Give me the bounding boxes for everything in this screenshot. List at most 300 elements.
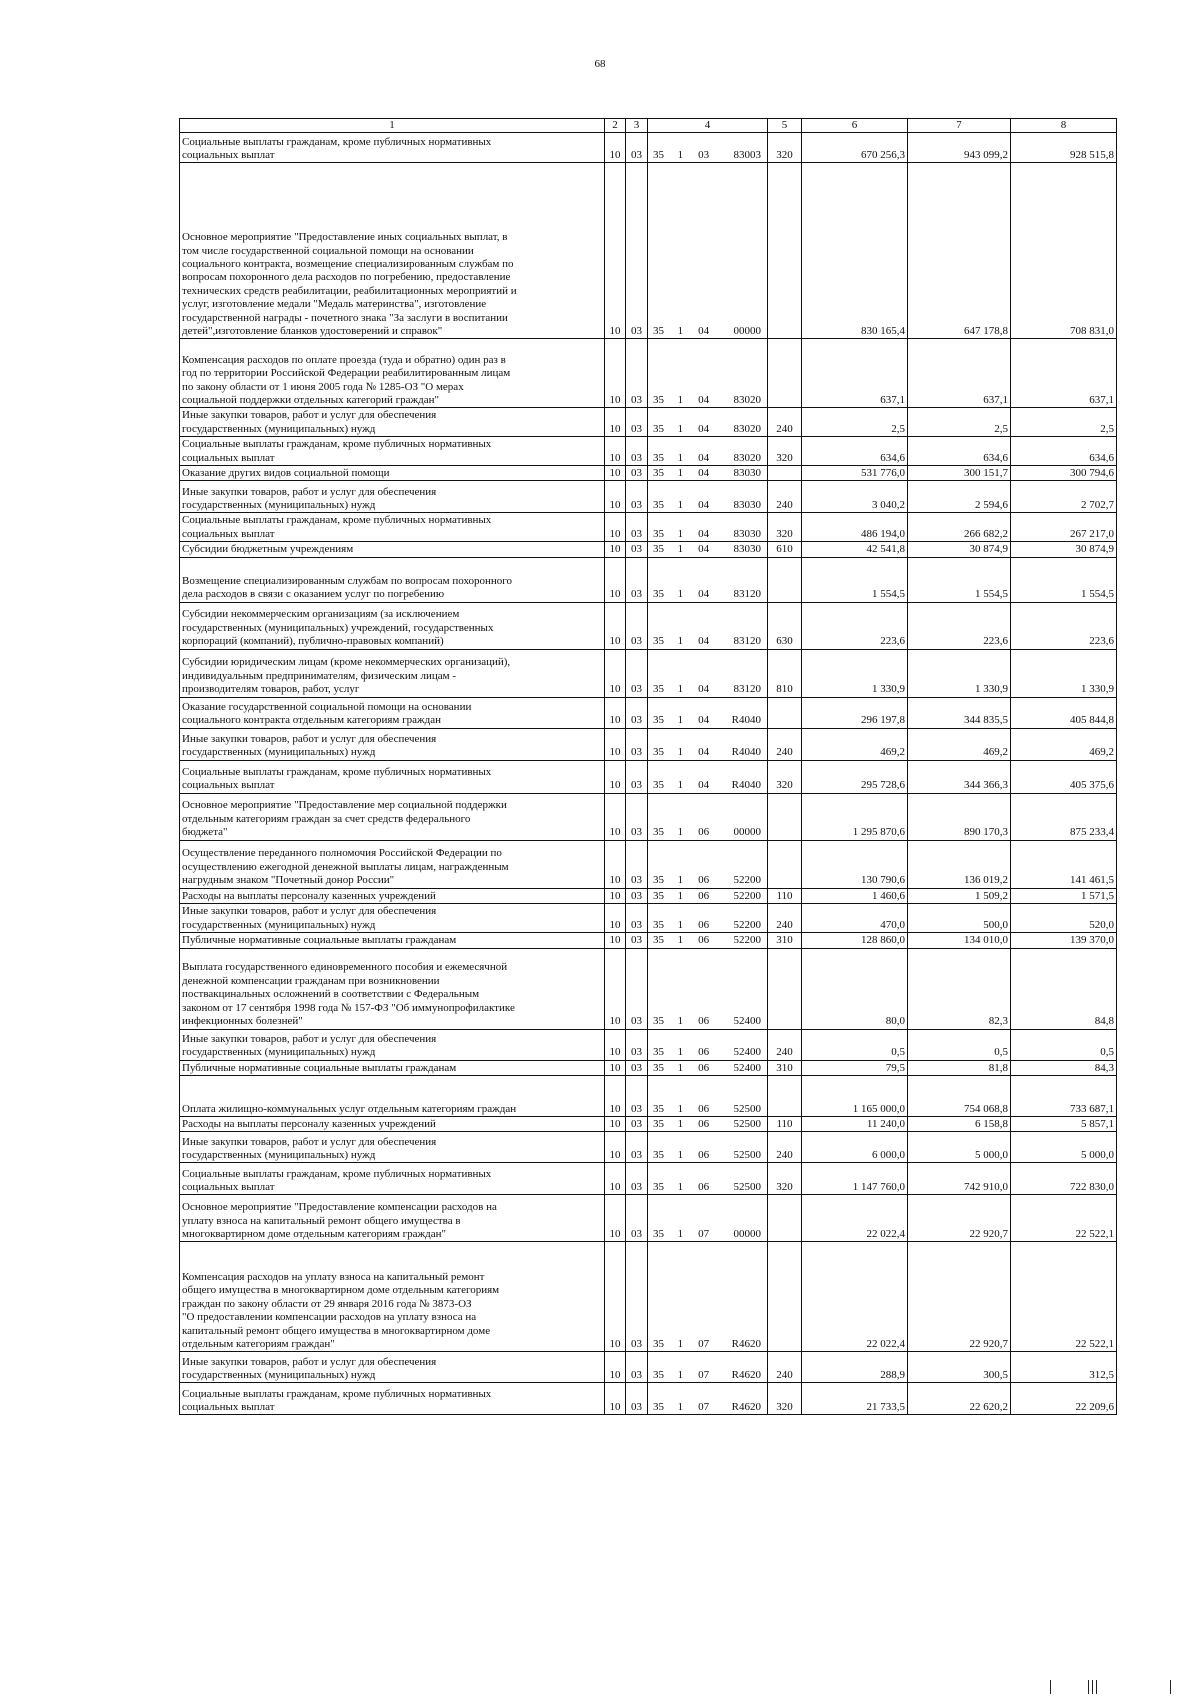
row-name-cell: Расходы на выплаты персоналу казенных учреждений	[180, 1116, 605, 1131]
amount-year-3-cell: 2 702,7	[1011, 481, 1117, 513]
target-article-cell	[648, 1352, 768, 1383]
amount-year-2-cell: 1 554,5	[908, 557, 1011, 602]
table-row	[180, 339, 1117, 408]
subsection-code-cell: 03	[626, 542, 648, 557]
target-article-cell	[648, 1029, 768, 1060]
amount-year-3-cell: 875 233,4	[1011, 793, 1117, 840]
row-name-cell: Выплата государственного единовременного пособия и ежемесячной денежной компенсации гражданам при возникновении поствакцинальных осложнений в соответствии с Федеральным законом от 17 сентября 1998 года № 157-ФЗ "Об иммунопрофилактике инфекционных болезней"	[180, 948, 605, 1029]
amount-year-1-cell: 2,5	[802, 408, 908, 437]
table-row	[180, 948, 1117, 1029]
target-article-cell	[648, 888, 768, 903]
expense-type-cell: 240	[768, 1029, 802, 1060]
program-code: 35	[653, 826, 664, 839]
direction-code: 83120	[733, 683, 761, 696]
section-code-cell: 10	[605, 840, 626, 888]
direction-code: 83020	[733, 451, 761, 464]
expense-type-cell	[768, 163, 802, 339]
target-article-cell	[648, 163, 768, 339]
section-code-cell: 10	[605, 1029, 626, 1060]
section-code-cell: 10	[605, 933, 626, 948]
expense-type-cell	[768, 840, 802, 888]
program-code: 35	[653, 1337, 664, 1350]
amount-year-2-cell: 223,6	[908, 602, 1011, 649]
expense-type-cell: 310	[768, 1060, 802, 1075]
amount-year-1-cell: 1 460,6	[802, 888, 908, 903]
expense-type-cell	[768, 793, 802, 840]
amount-year-1-cell: 0,5	[802, 1029, 908, 1060]
program-code: 35	[653, 325, 664, 337]
subprogram-code: 1	[677, 918, 684, 931]
amount-year-3-cell: 312,5	[1011, 1352, 1117, 1383]
amount-year-3-cell: 223,6	[1011, 602, 1117, 649]
header-cell: 5	[768, 119, 802, 133]
measure-code: 04	[698, 467, 710, 480]
amount-year-2-cell: 2,5	[908, 408, 1011, 437]
header-cell: 4	[648, 119, 768, 133]
direction-code: R4040	[731, 746, 761, 759]
program-code: 35	[653, 746, 664, 759]
amount-year-2-cell: 136 019,2	[908, 840, 1011, 888]
subsection-code-cell: 03	[626, 437, 648, 466]
measure-code: 06	[698, 826, 710, 839]
target-article-cell	[648, 408, 768, 437]
amount-year-1-cell: 531 776,0	[802, 466, 908, 481]
subprogram-code: 1	[677, 889, 684, 902]
subsection-code-cell: 03	[626, 728, 648, 760]
subprogram-code: 1	[677, 1400, 684, 1413]
expense-type-cell: 110	[768, 1116, 802, 1131]
amount-year-3-cell: 733 687,1	[1011, 1075, 1117, 1116]
program-code: 35	[653, 527, 664, 540]
subsection-code-cell: 03	[626, 1132, 648, 1163]
row-name-cell: Иные закупки товаров, работ и услуг для обеспечения государственных (муниципальных) нужд	[180, 481, 605, 513]
target-article-cell	[648, 602, 768, 649]
subprogram-code: 1	[677, 1117, 684, 1130]
amount-year-3-cell: 84,3	[1011, 1060, 1117, 1075]
direction-code: 52200	[733, 934, 761, 947]
amount-year-2-cell: 344 835,5	[908, 697, 1011, 728]
amount-year-2-cell: 754 068,8	[908, 1075, 1011, 1116]
target-article-cell	[648, 760, 768, 793]
direction-code: 83020	[733, 422, 761, 435]
measure-code: 06	[698, 1117, 710, 1130]
amount-year-2-cell: 5 000,0	[908, 1132, 1011, 1163]
measure-code: 07	[698, 1227, 710, 1240]
section-code-cell: 10	[605, 481, 626, 513]
header-cell: 8	[1011, 119, 1117, 133]
subprogram-code: 1	[677, 543, 684, 556]
table-row	[180, 760, 1117, 793]
direction-code: 52400	[733, 1015, 761, 1028]
program-code: 35	[653, 1117, 664, 1130]
row-name-cell: Иные закупки товаров, работ и услуг для обеспечения государственных (муниципальных) нужд	[180, 408, 605, 437]
subprogram-code: 1	[677, 746, 684, 759]
subprogram-code: 1	[677, 1227, 684, 1240]
amount-year-3-cell: 22 522,1	[1011, 1195, 1117, 1242]
subsection-code-cell: 03	[626, 339, 648, 408]
amount-year-3-cell: 84,8	[1011, 948, 1117, 1029]
row-name-cell: Социальные выплаты гражданам, кроме публичных нормативных социальных выплат	[180, 1383, 605, 1415]
program-code: 35	[653, 499, 664, 512]
amount-year-1-cell: 130 790,6	[802, 840, 908, 888]
row-name-cell: Социальные выплаты гражданам, кроме публичных нормативных социальных выплат	[180, 437, 605, 466]
direction-code: 52200	[733, 918, 761, 931]
amount-year-1-cell: 22 022,4	[802, 1242, 908, 1352]
expense-type-cell	[768, 1075, 802, 1116]
direction-code: 00000	[733, 325, 761, 337]
target-article-cell	[648, 649, 768, 697]
program-code: 35	[653, 1015, 664, 1028]
program-code: 35	[653, 543, 664, 556]
subsection-code-cell: 03	[626, 649, 648, 697]
section-code-cell: 10	[605, 1116, 626, 1131]
target-article-cell	[648, 1132, 768, 1163]
expense-type-cell: 240	[768, 904, 802, 933]
row-name-cell: Основное мероприятие "Предоставление иных социальных выплат, в том числе государственной социальной помощи на основании социального контракта, возмещение специализированным службам по вопросам похоронного дела расходов по погребению, предоставление технических средств реабилитации, реабилитационных мероприятий и услуг, изготовление медали "Медаль материнства", изготовление государственной награды - почетного знака "За заслуги в воспитании детей",изготовление бланков удостоверений и справок"	[180, 163, 605, 339]
amount-year-1-cell: 1 165 000,0	[802, 1075, 908, 1116]
table-row	[180, 1242, 1117, 1352]
expense-type-cell	[768, 339, 802, 408]
table-row	[180, 408, 1117, 437]
target-article-cell	[648, 840, 768, 888]
table-row	[180, 1075, 1117, 1116]
measure-code: 04	[698, 451, 710, 464]
program-code: 35	[653, 1400, 664, 1413]
amount-year-1-cell: 21 733,5	[802, 1383, 908, 1415]
expense-type-cell: 610	[768, 542, 802, 557]
program-code: 35	[653, 635, 664, 648]
program-code: 35	[653, 934, 664, 947]
amount-year-2-cell: 22 620,2	[908, 1383, 1011, 1415]
measure-code: 04	[698, 588, 710, 601]
amount-year-3-cell: 634,6	[1011, 437, 1117, 466]
subsection-code-cell: 03	[626, 557, 648, 602]
amount-year-1-cell: 1 330,9	[802, 649, 908, 697]
subsection-code-cell: 03	[626, 1060, 648, 1075]
row-name-cell: Оказание государственной социальной помощи на основании социального контракта отдельным категориям граждан	[180, 697, 605, 728]
direction-code: 52500	[733, 1102, 761, 1115]
amount-year-1-cell: 3 040,2	[802, 481, 908, 513]
row-name-cell: Иные закупки товаров, работ и услуг для обеспечения государственных (муниципальных) нужд	[180, 904, 605, 933]
subprogram-code: 1	[677, 1180, 684, 1193]
program-code: 35	[653, 1180, 664, 1193]
section-code-cell: 10	[605, 948, 626, 1029]
direction-code: 00000	[733, 826, 761, 839]
table-row	[180, 840, 1117, 888]
measure-code: 07	[698, 1368, 710, 1381]
section-code-cell: 10	[605, 602, 626, 649]
subprogram-code: 1	[677, 874, 684, 887]
target-article-cell	[648, 933, 768, 948]
subprogram-code: 1	[677, 934, 684, 947]
table-row	[180, 933, 1117, 948]
program-code: 35	[653, 1061, 664, 1074]
budget-table	[179, 118, 1117, 1415]
table-row	[180, 1132, 1117, 1163]
measure-code: 03	[698, 149, 710, 161]
target-article-cell	[648, 481, 768, 513]
measure-code: 04	[698, 527, 710, 540]
target-article-cell	[648, 728, 768, 760]
direction-code: 52500	[733, 1180, 761, 1193]
target-article-cell	[648, 1383, 768, 1415]
measure-code: 07	[698, 1400, 710, 1413]
page-number: 68	[594, 58, 606, 70]
row-name-cell: Оплата жилищно-коммунальных услуг отдельным категориям граждан	[180, 1075, 605, 1116]
target-article-cell	[648, 904, 768, 933]
table-row	[180, 1383, 1117, 1415]
target-article-cell	[648, 793, 768, 840]
subsection-code-cell: 03	[626, 466, 648, 481]
amount-year-1-cell: 1 147 760,0	[802, 1163, 908, 1195]
expense-type-cell: 630	[768, 602, 802, 649]
section-code-cell: 10	[605, 1195, 626, 1242]
direction-code: 83030	[733, 527, 761, 540]
amount-year-2-cell: 943 099,2	[908, 133, 1011, 163]
measure-code: 04	[698, 635, 710, 648]
row-name-cell: Социальные выплаты гражданам, кроме публичных нормативных социальных выплат	[180, 133, 605, 163]
subsection-code-cell: 03	[626, 793, 648, 840]
amount-year-3-cell: 5 000,0	[1011, 1132, 1117, 1163]
row-name-cell: Публичные нормативные социальные выплаты гражданам	[180, 933, 605, 948]
amount-year-3-cell: 300 794,6	[1011, 466, 1117, 481]
program-code: 35	[653, 394, 664, 407]
section-code-cell: 10	[605, 339, 626, 408]
measure-code: 06	[698, 1046, 710, 1059]
measure-code: 04	[698, 746, 710, 759]
amount-year-2-cell: 22 920,7	[908, 1242, 1011, 1352]
header-cell: 7	[908, 119, 1011, 133]
program-code: 35	[653, 918, 664, 931]
amount-year-3-cell: 267 217,0	[1011, 513, 1117, 542]
amount-year-2-cell: 22 920,7	[908, 1195, 1011, 1242]
amount-year-1-cell: 80,0	[802, 948, 908, 1029]
program-code: 35	[653, 1148, 664, 1161]
expense-type-cell	[768, 1195, 802, 1242]
expense-type-cell: 320	[768, 1383, 802, 1415]
amount-year-3-cell: 520,0	[1011, 904, 1117, 933]
row-name-cell: Субсидии некоммерческим организациям (за исключением государственных (муниципальных) учреждений, государственных корпораций (компаний), публично-правовых компаний)	[180, 602, 605, 649]
amount-year-2-cell: 1 509,2	[908, 888, 1011, 903]
measure-code: 07	[698, 1337, 710, 1350]
row-name-cell: Социальные выплаты гражданам, кроме публичных нормативных социальных выплат	[180, 513, 605, 542]
program-code: 35	[653, 714, 664, 727]
subsection-code-cell: 03	[626, 948, 648, 1029]
amount-year-2-cell: 500,0	[908, 904, 1011, 933]
expense-type-cell: 240	[768, 1352, 802, 1383]
amount-year-2-cell: 300,5	[908, 1352, 1011, 1383]
amount-year-3-cell: 141 461,5	[1011, 840, 1117, 888]
direction-code: 83030	[733, 543, 761, 556]
target-article-cell	[648, 1075, 768, 1116]
measure-code: 06	[698, 889, 710, 902]
amount-year-1-cell: 296 197,8	[802, 697, 908, 728]
amount-year-2-cell: 2 594,6	[908, 481, 1011, 513]
subsection-code-cell: 03	[626, 760, 648, 793]
expense-type-cell: 240	[768, 481, 802, 513]
amount-year-1-cell: 11 240,0	[802, 1116, 908, 1131]
section-code-cell: 10	[605, 1352, 626, 1383]
program-code: 35	[653, 451, 664, 464]
amount-year-3-cell: 22 209,6	[1011, 1383, 1117, 1415]
subprogram-code: 1	[677, 394, 684, 407]
subsection-code-cell: 03	[626, 888, 648, 903]
measure-code: 04	[698, 422, 710, 435]
subsection-code-cell: 03	[626, 1195, 648, 1242]
section-code-cell: 10	[605, 1383, 626, 1415]
section-code-cell: 10	[605, 1075, 626, 1116]
amount-year-2-cell: 469,2	[908, 728, 1011, 760]
table-row	[180, 1163, 1117, 1195]
measure-code: 04	[698, 683, 710, 696]
expense-type-cell: 240	[768, 408, 802, 437]
table-row	[180, 1195, 1117, 1242]
table-row	[180, 557, 1117, 602]
amount-year-2-cell: 647 178,8	[908, 163, 1011, 339]
section-code-cell: 10	[605, 904, 626, 933]
amount-year-1-cell: 288,9	[802, 1352, 908, 1383]
amount-year-2-cell: 742 910,0	[908, 1163, 1011, 1195]
subsection-code-cell: 03	[626, 840, 648, 888]
amount-year-3-cell: 139 370,0	[1011, 933, 1117, 948]
section-code-cell: 10	[605, 466, 626, 481]
expense-type-cell: 320	[768, 133, 802, 163]
target-article-cell	[648, 466, 768, 481]
amount-year-2-cell: 634,6	[908, 437, 1011, 466]
subprogram-code: 1	[677, 149, 684, 161]
amount-year-2-cell: 637,1	[908, 339, 1011, 408]
amount-year-1-cell: 295 728,6	[802, 760, 908, 793]
table-row	[180, 163, 1117, 339]
table-row	[180, 466, 1117, 481]
section-code-cell: 10	[605, 557, 626, 602]
measure-code: 06	[698, 1148, 710, 1161]
measure-code: 06	[698, 934, 710, 947]
amount-year-3-cell: 1 554,5	[1011, 557, 1117, 602]
subprogram-code: 1	[677, 1337, 684, 1350]
direction-code: 52200	[733, 874, 761, 887]
subprogram-code: 1	[677, 1148, 684, 1161]
amount-year-1-cell: 79,5	[802, 1060, 908, 1075]
direction-code: 52200	[733, 889, 761, 902]
expense-type-cell: 320	[768, 760, 802, 793]
row-name-cell: Расходы на выплаты персоналу казенных учреждений	[180, 888, 605, 903]
amount-year-1-cell: 6 000,0	[802, 1132, 908, 1163]
subprogram-code: 1	[677, 683, 684, 696]
section-code-cell: 10	[605, 133, 626, 163]
direction-code: 00000	[733, 1227, 761, 1240]
row-name-cell: Основное мероприятие "Предоставление мер социальной поддержки отдельным категориям граждан за счет средств федерального бюджета"	[180, 793, 605, 840]
target-article-cell	[648, 437, 768, 466]
subprogram-code: 1	[677, 1368, 684, 1381]
program-code: 35	[653, 1368, 664, 1381]
table-row	[180, 904, 1117, 933]
program-code: 35	[653, 422, 664, 435]
amount-year-3-cell: 405 844,8	[1011, 697, 1117, 728]
direction-code: 52400	[733, 1046, 761, 1059]
amount-year-2-cell: 0,5	[908, 1029, 1011, 1060]
subsection-code-cell: 03	[626, 933, 648, 948]
row-name-cell: Компенсация расходов по оплате проезда (туда и обратно) один раз в год по территории Российской Федерации реабилитированным лицам по закону области от 1 июня 2005 года № 1285-ОЗ "О мерах социальной поддержки отдельных категорий граждан"	[180, 339, 605, 408]
measure-code: 04	[698, 499, 710, 512]
row-name-cell: Социальные выплаты гражданам, кроме публичных нормативных социальных выплат	[180, 1163, 605, 1195]
header-cell: 3	[626, 119, 648, 133]
amount-year-2-cell: 1 330,9	[908, 649, 1011, 697]
direction-code: R4040	[731, 779, 761, 792]
expense-type-cell	[768, 1242, 802, 1352]
target-article-cell	[648, 1242, 768, 1352]
subsection-code-cell: 03	[626, 1029, 648, 1060]
section-code-cell: 10	[605, 793, 626, 840]
direction-code: 52500	[733, 1117, 761, 1130]
subsection-code-cell: 03	[626, 1163, 648, 1195]
amount-year-1-cell: 22 022,4	[802, 1195, 908, 1242]
amount-year-1-cell: 1 554,5	[802, 557, 908, 602]
row-name-cell: Публичные нормативные социальные выплаты гражданам	[180, 1060, 605, 1075]
program-code: 35	[653, 467, 664, 480]
amount-year-2-cell: 30 874,9	[908, 542, 1011, 557]
table-row	[180, 1060, 1117, 1075]
subprogram-code: 1	[677, 422, 684, 435]
table-row	[180, 697, 1117, 728]
row-name-cell: Осуществление переданного полномочия Российской Федерации по осуществлению ежегодной денежной выплаты лицам, награжденным нагрудным знаком "Почетный донор России"	[180, 840, 605, 888]
direction-code: 83003	[733, 149, 761, 161]
table-row	[180, 437, 1117, 466]
expense-type-cell: 320	[768, 513, 802, 542]
subprogram-code: 1	[677, 527, 684, 540]
direction-code: R4040	[731, 714, 761, 727]
amount-year-1-cell: 670 256,3	[802, 133, 908, 163]
amount-year-1-cell: 1 295 870,6	[802, 793, 908, 840]
table-row	[180, 133, 1117, 163]
target-article-cell	[648, 133, 768, 163]
measure-code: 06	[698, 918, 710, 931]
program-code: 35	[653, 588, 664, 601]
expense-type-cell: 240	[768, 728, 802, 760]
target-article-cell	[648, 339, 768, 408]
table-row	[180, 793, 1117, 840]
amount-year-3-cell: 637,1	[1011, 339, 1117, 408]
amount-year-3-cell: 2,5	[1011, 408, 1117, 437]
direction-code: 83120	[733, 588, 761, 601]
section-code-cell: 10	[605, 408, 626, 437]
row-name-cell: Оказание других видов социальной помощи	[180, 466, 605, 481]
target-article-cell	[648, 697, 768, 728]
measure-code: 04	[698, 394, 710, 407]
expense-type-cell: 810	[768, 649, 802, 697]
target-article-cell	[648, 1060, 768, 1075]
table-row	[180, 513, 1117, 542]
amount-year-1-cell: 637,1	[802, 339, 908, 408]
direction-code: 83030	[733, 499, 761, 512]
table-row	[180, 481, 1117, 513]
measure-code: 06	[698, 874, 710, 887]
direction-code: 83120	[733, 635, 761, 648]
table-row	[180, 542, 1117, 557]
row-name-cell: Иные закупки товаров, работ и услуг для обеспечения государственных (муниципальных) нужд	[180, 1029, 605, 1060]
header-cell: 6	[802, 119, 908, 133]
direction-code: 52400	[733, 1061, 761, 1074]
section-code-cell: 10	[605, 760, 626, 793]
row-name-cell: Основное мероприятие "Предоставление компенсации расходов на уплату взноса на капитальный ремонт общего имущества в многоквартирном доме отдельным категориям граждан"	[180, 1195, 605, 1242]
table-row	[180, 649, 1117, 697]
row-name-cell: Возмещение специализированным службам по вопросам похоронного дела расходов в связи с оказанием услуг по погребению	[180, 557, 605, 602]
subsection-code-cell: 03	[626, 133, 648, 163]
subprogram-code: 1	[677, 499, 684, 512]
program-code: 35	[653, 683, 664, 696]
subprogram-code: 1	[677, 325, 684, 337]
program-code: 35	[653, 889, 664, 902]
